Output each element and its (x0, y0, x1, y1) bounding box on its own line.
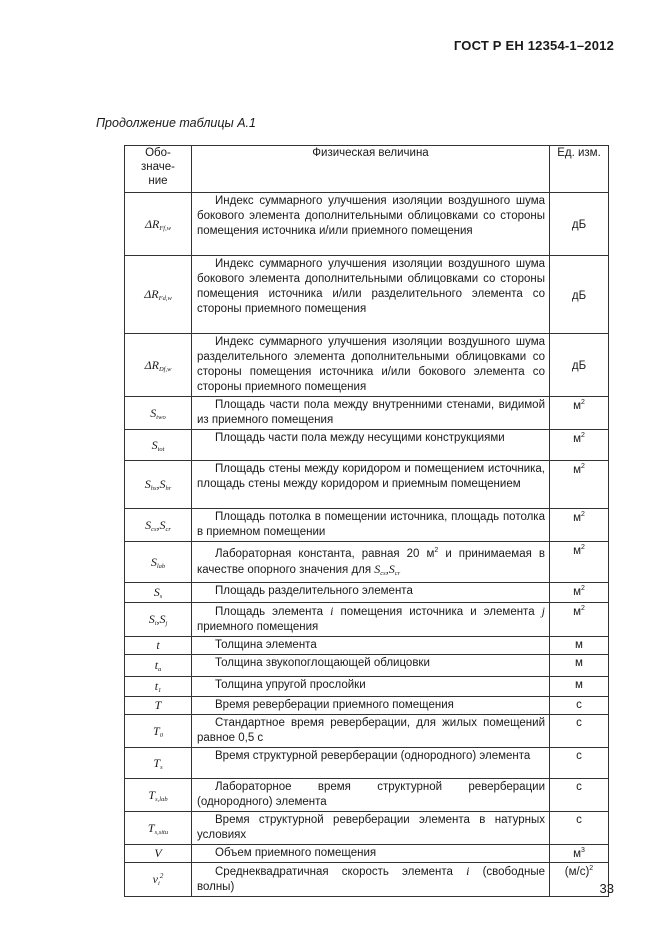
column-header-quantity: Физическая величина (192, 146, 550, 193)
symbol-cell: $S_{tot}$ (125, 430, 192, 461)
unit-cell: м (550, 637, 609, 655)
unit-cell: $м^2$ (550, 397, 609, 430)
description-cell: Стандартное время реверберации, для жилых помещений равное 0,5 с (192, 715, 550, 748)
description-cell: Толщина звукопоглощающей облицовки (192, 655, 550, 677)
description-cell: Площадь стены между коридором и помещением источника, площадь стены между коридором и приемным помещением (192, 461, 550, 509)
document-header: ГОСТ Р ЕН 12354-1–2012 (453, 38, 614, 53)
description-cell: Площадь разделительного элемента (192, 583, 550, 603)
unit-cell: с (550, 779, 609, 812)
description-cell: Толщина элемента (192, 637, 550, 655)
unit-cell: $м^2$ (550, 542, 609, 583)
table-row (125, 748, 609, 779)
symbol-cell: $\Delta R_{Ff,w}$ (125, 193, 192, 256)
table-row (125, 845, 609, 863)
unit-cell: с (550, 748, 609, 779)
symbol-cell: $t_1$ (125, 677, 192, 697)
description-cell: Индекс суммарного улучшения изоляции воздушного шума разделительного элемента дополнительными облицовками со стороны помещения источника и/или бокового элемента со стороны приемного помещения (192, 334, 550, 397)
column-header-unit: Ед. изм. (550, 146, 609, 193)
symbol-cell: $T_{s,situ}$ (125, 812, 192, 845)
table-row (125, 603, 609, 637)
table-row (125, 583, 609, 603)
symbol-cell: $\Delta R_{Df,w}$ (125, 334, 192, 397)
description-cell: Лабораторная константа, равная 20 $м^2$ и принимаемая в качестве опорного значения для $S_{cs},S_{cr}$ (192, 542, 550, 583)
unit-cell: м (550, 655, 609, 677)
table-row (125, 334, 609, 397)
table-row (125, 779, 609, 812)
symbol-cell: $\Delta R_{Fd,w}$ (125, 256, 192, 334)
description-cell: Время структурной реверберации элемента в натурных условиях (192, 812, 550, 845)
unit-cell: дБ (550, 256, 609, 334)
symbol-cell: $S_{two}$ (125, 397, 192, 430)
symbol-cell: $S_{cs},S_{cr}$ (125, 509, 192, 542)
unit-cell: дБ (550, 334, 609, 397)
unit-cell: с (550, 812, 609, 845)
symbol-cell: $T_0$ (125, 715, 192, 748)
description-cell: Толщина упругой прослойки (192, 677, 550, 697)
unit-cell: $(м/с)^2$ (550, 863, 609, 897)
table-row (125, 863, 609, 897)
table-row (125, 509, 609, 542)
table-row (125, 430, 609, 461)
unit-cell: $м^2$ (550, 430, 609, 461)
unit-cell: дБ (550, 193, 609, 256)
symbol-cell: V (125, 845, 192, 863)
table-caption: Продолжение таблицы А.1 (96, 116, 256, 130)
unit-cell: с (550, 697, 609, 715)
unit-cell: м (550, 677, 609, 697)
symbol-cell: T (125, 697, 192, 715)
table-row (125, 812, 609, 845)
table-row (125, 715, 609, 748)
description-cell: Площадь части пола между несущими конструкциями (192, 430, 550, 461)
symbol-cell: $t_a$ (125, 655, 192, 677)
description-cell: Объем приемного помещения (192, 845, 550, 863)
table-row (125, 256, 609, 334)
symbol-cell: $T_{s,lab}$ (125, 779, 192, 812)
table-row (125, 461, 609, 509)
description-cell: Площадь элемента i помещения источника и элемента j приемного помещения (192, 603, 550, 637)
table-row (125, 637, 609, 655)
unit-cell: $м^3$ (550, 845, 609, 863)
unit-cell: $м^2$ (550, 461, 609, 509)
description-cell: Среднеквадратичная скорость элемента i (свободные волны) (192, 863, 550, 897)
description-cell: Индекс суммарного улучшения изоляции воздушного шума бокового элемента дополнительными облицовками со стороны помещения источника и/или разделительного элемента со стороны приемного помещения (192, 256, 550, 334)
symbol-cell: $S_{lab}$ (125, 542, 192, 583)
description-cell: Площадь части пола между внутренними стенами, видимой из приемного помещения (192, 397, 550, 430)
description-cell: Площадь потолка в помещении источника, площадь потолка в приемном помещении (192, 509, 550, 542)
symbol-cell: $S_i,S_j$ (125, 603, 192, 637)
page-number: 33 (599, 881, 614, 896)
description-cell: Индекс суммарного улучшения изоляции воздушного шума бокового элемента дополнительными облицовками со стороны помещения источника и/или приемного помещения (192, 193, 550, 256)
table-row (125, 542, 609, 583)
symbol-cell: $S_s$ (125, 583, 192, 603)
column-header-symbol: Обо- значе- ние (125, 146, 192, 193)
symbol-cell: $S_{hs},S_{hr}$ (125, 461, 192, 509)
description-cell: Лабораторное время структурной реверберации (однородного) элемента (192, 779, 550, 812)
unit-cell: $м^2$ (550, 583, 609, 603)
table-row (125, 193, 609, 256)
unit-cell: $м^2$ (550, 509, 609, 542)
unit-cell: с (550, 715, 609, 748)
description-cell: Время реверберации приемного помещения (192, 697, 550, 715)
table-row (125, 697, 609, 715)
symbol-cell: $T_s$ (125, 748, 192, 779)
table-row (125, 655, 609, 677)
description-cell: Время структурной реверберации (однородного) элемента (192, 748, 550, 779)
symbol-cell: $v_i^2$ (125, 863, 192, 897)
unit-cell: $м^2$ (550, 603, 609, 637)
table-header-row (125, 146, 609, 193)
symbol-cell: t (125, 637, 192, 655)
table-row (125, 397, 609, 430)
table-row (125, 677, 609, 697)
symbols-table (124, 145, 609, 897)
